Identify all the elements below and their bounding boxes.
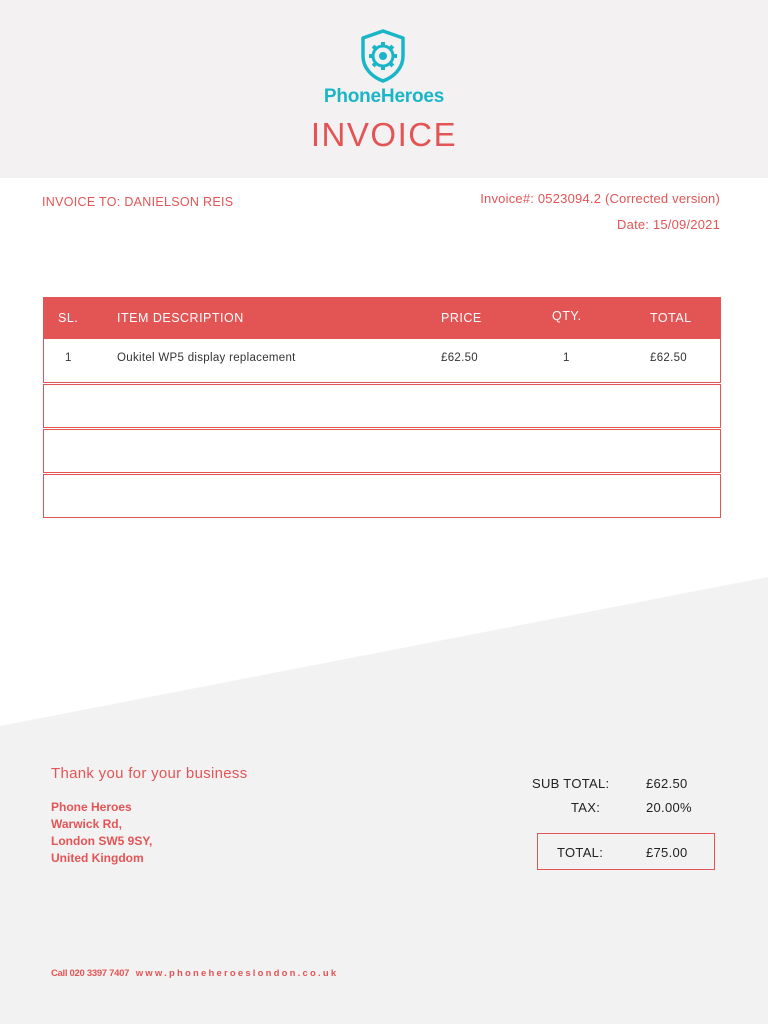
header-price: PRICE	[441, 311, 482, 325]
document-title: INVOICE	[310, 116, 458, 153]
table-row	[43, 339, 721, 383]
address-line: Phone Heroes	[51, 800, 132, 814]
brand-name: PhoneHeroes	[323, 86, 445, 107]
thank-you-message: Thank you for your business	[51, 765, 248, 782]
bill-to: INVOICE TO: DANIELSON REIS	[42, 195, 234, 209]
website-link[interactable]: www.phoneheroeslondon.co.uk	[135, 968, 339, 979]
tax-label: TAX:	[571, 800, 601, 815]
contact-line	[51, 968, 338, 979]
phone-number: Call 020 3397 7407	[51, 968, 130, 979]
grand-total-label: TOTAL:	[557, 845, 604, 860]
business-address	[51, 799, 152, 867]
grand-total-value: £75.00	[646, 845, 688, 860]
address-line: United Kingdom	[51, 851, 144, 865]
cell-total: £62.50	[650, 352, 687, 364]
table-header	[43, 297, 721, 339]
cell-sl: 1	[65, 352, 72, 364]
header-sl: SL.	[58, 311, 79, 325]
invoice-number: Invoice#: 0523094.2 (Corrected version)	[480, 191, 720, 206]
invoice-date: Date: 15/09/2021	[617, 217, 720, 232]
table-row	[43, 384, 721, 428]
cell-qty: 1	[563, 352, 570, 364]
subtotal-value: £62.50	[646, 776, 688, 791]
table-row	[43, 474, 721, 518]
header-qty: QTY.	[552, 309, 582, 323]
address-line: London SW5 9SY,	[51, 834, 153, 848]
table-row	[43, 429, 721, 473]
header-total: TOTAL	[650, 311, 692, 325]
cell-price: £62.50	[441, 352, 478, 364]
tax-value: 20.00%	[646, 800, 692, 815]
cell-description: Oukitel WP5 display replacement	[117, 352, 296, 364]
subtotal-label: SUB TOTAL:	[532, 776, 610, 791]
address-line: Warwick Rd,	[51, 817, 122, 831]
header-description: ITEM DESCRIPTION	[117, 311, 244, 325]
items-table	[43, 297, 721, 518]
shield-gear-icon	[358, 28, 408, 84]
